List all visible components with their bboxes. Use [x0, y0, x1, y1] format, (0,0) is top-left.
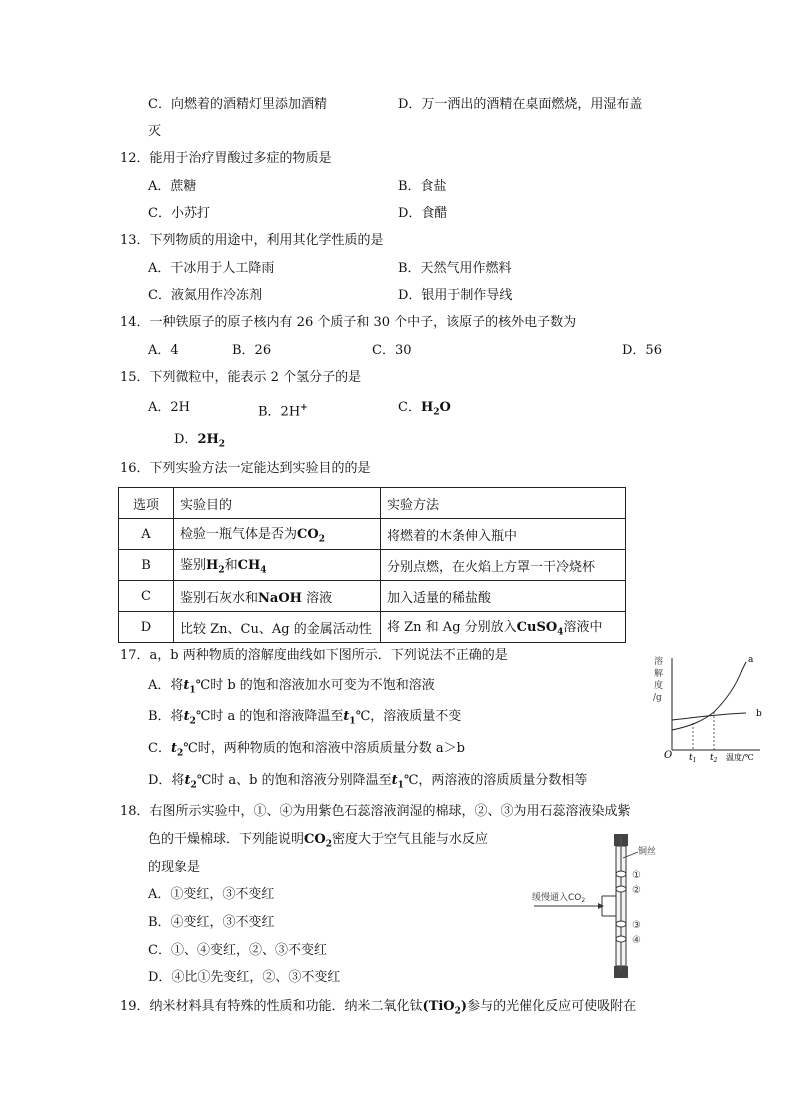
q12-option-d: D．食醋 [398, 206, 448, 221]
q13-option-d: D．银用于制作导线 [398, 288, 513, 303]
curve-a-label: a [748, 655, 754, 665]
q16-stem: 16．下列实验方法一定能达到实验目的的是 [120, 461, 371, 476]
solubility-graph [648, 650, 772, 766]
table-row [119, 612, 626, 643]
ball-label-1: ① [632, 870, 641, 881]
q11-option-d-cont: 灭 [148, 124, 162, 139]
table-cell: C [119, 581, 174, 612]
svg-text:度: 度 [654, 681, 664, 691]
table-cell: A [119, 519, 174, 550]
curve-a [672, 662, 746, 730]
inlet-label: 缓慢通入$CO_2$ [532, 893, 586, 904]
q18-option-a: A．①变红，③不变红 [148, 887, 275, 902]
ball-label-2: ② [632, 885, 641, 896]
graph-ylabel [653, 655, 663, 703]
table-cell: 将 Zn 和 Ag 分别放入CuSO$_4$溶液中 [381, 612, 626, 643]
q19-stem: 19．纳米材料具有特殊的性质和功能．纳米二氧化钛(TiO$_2$)参与的光催化反应可使吸附在 [120, 999, 637, 1017]
table-cell: 将燃着的木条伸入瓶中 [381, 519, 626, 550]
q17-stem: 17．a，b 两种物质的溶解度曲线如下图所示．下列说法不正确的是 [120, 648, 508, 663]
t2-label: $t_2$ [710, 753, 718, 764]
q15-stem: 15．下列微粒中，能表示 2 个氢分子的是 [120, 370, 362, 385]
q11-option-c: C．向燃着的酒精灯里添加酒精 [148, 97, 327, 112]
q12-stem: 12．能用于治疗胃酸过多症的物质是 [120, 151, 332, 166]
table-cell: 分别点燃，在火焰上方罩一干冷烧杯 [381, 550, 626, 581]
q14-option-a: A．4 [148, 343, 179, 358]
graph-origin: O [664, 750, 673, 761]
q18-stem: 18．右图所示实验中，①、④为用紫色石蕊溶液润湿的棉球，②、③为用石蕊溶液染成紫 [120, 804, 631, 819]
q11-option-d: D．万一洒出的酒精在桌面燃烧，用湿布盖 [398, 97, 643, 112]
cotton-ball-4 [616, 936, 626, 942]
q18-option-b: B．④变红，③不变红 [148, 915, 275, 930]
q18-stem-line3: 的现象是 [148, 860, 201, 875]
q17-option-b: B．将$t_2℃$时 a 的饱和溶液降温至$t_1℃$，溶液质量不变 [148, 709, 462, 727]
q13-option-c: C．液氮用作冷冻剂 [148, 288, 262, 303]
table-cell: 鉴别$H_2$和$CH_4$ [174, 550, 381, 581]
table-cell: D [119, 612, 174, 643]
table-header: 实验目的 [174, 488, 381, 519]
cotton-ball-2 [616, 886, 626, 892]
table-row [119, 519, 626, 550]
table-header-row [119, 488, 626, 519]
q17-option-d: D．将$t_2℃$时 a、b 的饱和溶液分别降温至$t_1℃$，两溶液的溶质质量分数相等 [148, 773, 588, 791]
q16-table [118, 487, 626, 643]
q15-option-c: C．$H_2O$ [398, 400, 451, 418]
q12-option-c: C．小苏打 [148, 206, 210, 221]
q15-option-b: B．2H+ [258, 403, 308, 420]
q18-stem-line2: 色的干燥棉球．下列能说明$CO_2$密度大于空气且能与水反应 [148, 832, 488, 850]
q14-option-d: D．56 [622, 343, 662, 358]
table-row [119, 550, 626, 581]
q12-option-a: A．蔗糖 [148, 179, 197, 194]
table-cell: 检验一瓶气体是否为$CO_2$ [174, 519, 381, 550]
table-cell: 加入适量的稀盐酸 [381, 581, 626, 612]
table-header: 实验方法 [381, 488, 626, 519]
q18-option-d: D．④比①先变红，②、③不变红 [148, 970, 341, 985]
q18-option-c: C．①、④变红，②、③不变红 [148, 943, 327, 958]
wire-label: 铜丝 [638, 847, 657, 857]
q14-option-b: B．26 [232, 343, 272, 358]
graph-xlabel: 温度/℃ [726, 753, 754, 762]
ball-label-4: ④ [632, 935, 641, 946]
svg-text:溶: 溶 [654, 657, 664, 667]
curve-b [672, 713, 746, 720]
q14-option-c: C．30 [372, 343, 412, 358]
t1-label: $t_1$ [689, 753, 697, 764]
ball-label-3: ③ [632, 920, 641, 931]
q13-option-b: B．天然气用作燃料 [398, 261, 512, 276]
q13-stem: 13．下列物质的用途中，利用其化学性质的是 [120, 233, 384, 248]
q15-option-d: D．$2H_2$ [174, 432, 226, 450]
table-cell: 鉴别石灰水和NaOH 溶液 [174, 581, 381, 612]
svg-text:/g: /g [653, 693, 662, 703]
q14-stem: 14．一种铁原子的原子核内有 26 个质子和 30 个中子，该原子的核外电子数为 [120, 315, 577, 330]
cotton-ball-1 [616, 871, 626, 877]
q17-option-a: A．将$t_1℃$时 b 的饱和溶液加水可变为不饱和溶液 [148, 678, 435, 696]
table-header: 选项 [119, 488, 174, 519]
svg-text:解: 解 [654, 669, 664, 679]
inlet-arrow-head [598, 903, 604, 909]
q17-option-c: C．$t_2℃$时，两种物质的饱和溶液中溶质质量分数 a＞b [148, 741, 465, 759]
curve-b-label: b [756, 709, 762, 719]
table-cell: 比较 Zn、Cu、Ag 的金属活动性 [174, 612, 381, 643]
q13-option-a: A．干冰用于人工降雨 [148, 261, 275, 276]
co2-apparatus-figure [528, 832, 678, 984]
q15-option-a: A．2H [148, 400, 190, 415]
q12-option-b: B．食盐 [398, 179, 447, 194]
table-cell: B [119, 550, 174, 581]
table-row [119, 581, 626, 612]
cotton-ball-3 [616, 921, 626, 927]
